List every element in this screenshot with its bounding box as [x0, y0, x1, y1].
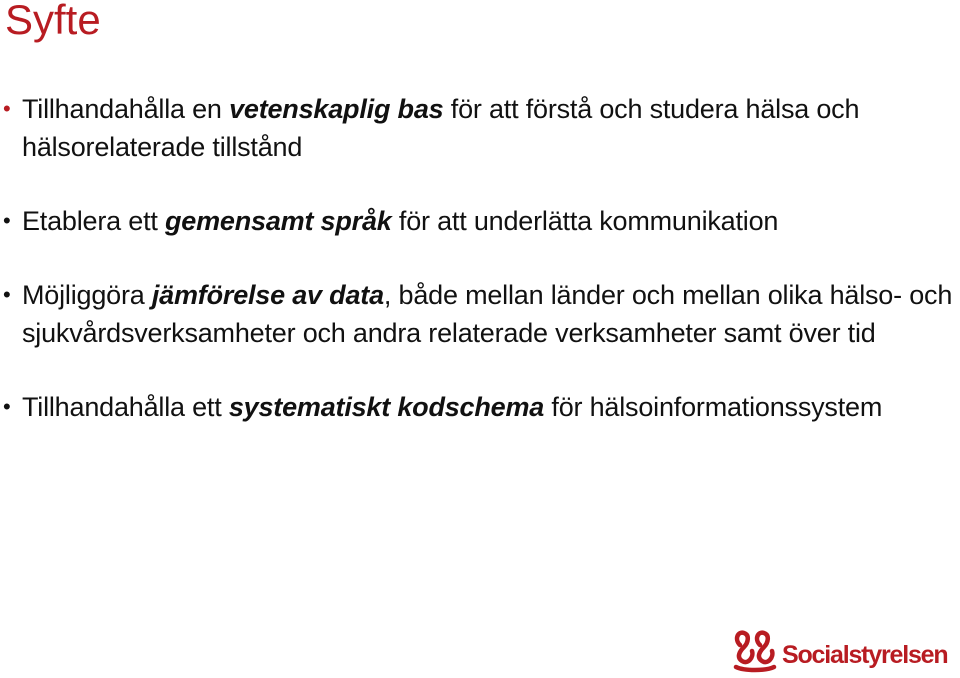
bullet-list	[0, 90, 960, 426]
bullet-text-before: Etablera ett	[22, 206, 165, 236]
bullet-item-scientific-basis	[0, 90, 960, 166]
bullet-text-before: Tillhandahålla ett	[22, 392, 229, 422]
bullet-text-after: för hälsoinformationssystem	[544, 392, 883, 422]
bullet-emphasis: vetenskaplig bas	[229, 94, 444, 124]
bullet-text-after: för att förstå och studera hälsa och hälsorelaterade tillstånd	[22, 94, 860, 162]
bullet-item-common-language	[0, 202, 960, 240]
socialstyrelsen-emblem-icon	[730, 627, 780, 673]
bullet-item-data-comparison	[0, 276, 960, 352]
bullet-emphasis: systematiskt kodschema	[228, 392, 545, 422]
bullet-text-before: Möjliggöra	[22, 280, 152, 310]
bullet-text-before: Tillhandahålla en	[22, 94, 230, 124]
slide-title: Syfte	[5, 0, 101, 43]
bullet-text-after: , både mellan länder och mellan olika hälso- och sjukvårdsverksamheter och andra relaterade verksamheter samt över tid	[22, 280, 953, 348]
bullet-emphasis: jämförelse av data	[151, 280, 384, 310]
bullet-text-after: för att underlätta kommunikation	[391, 206, 779, 236]
logo-text: Socialstyrelsen	[782, 640, 948, 669]
bullet-icon: •	[3, 282, 11, 307]
bullet-icon: •	[3, 394, 11, 419]
socialstyrelsen-logo	[730, 624, 947, 676]
bullet-icon: •	[3, 96, 11, 121]
bullet-emphasis: gemensamt språk	[165, 206, 392, 236]
bullet-item-coding-scheme	[0, 388, 960, 426]
bullet-icon: •	[3, 208, 11, 233]
